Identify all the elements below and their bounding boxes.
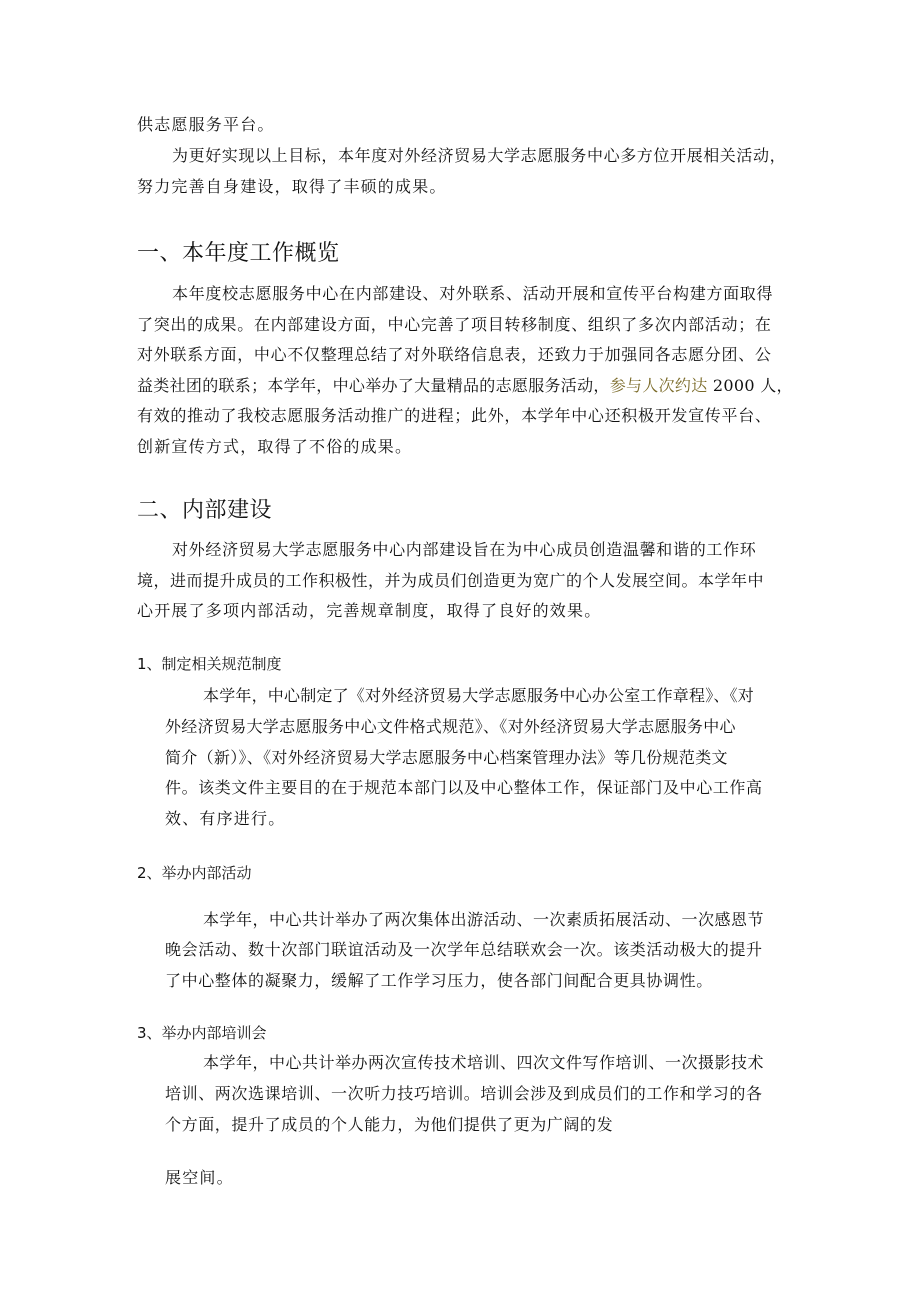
highlight-participants: 参与人次约达 (609, 376, 708, 395)
paragraph-line: 创新宣传方式，取得了不俗的成果。 (137, 437, 413, 456)
item-title-activities: 2、举办内部活动 (137, 864, 252, 882)
intro-line-2: 为更好实现以上目标，本年度对外经济贸易大学志愿服务中心多方位开展相关活动， (172, 146, 787, 165)
paragraph-line: 简介（新）》、《对外经济贸易大学志愿服务中心档案管理办法》等几份规范类文 (165, 748, 728, 767)
paragraph-line: 有效的推动了我校志愿服务活动推广的进程；此外，本学年中心还积极开发宣传平台、 (137, 406, 772, 425)
paragraph-line: 展空间。 (165, 1168, 234, 1187)
paragraph-line: 心开展了多项内部活动，完善规章制度，取得了良好的效果。 (137, 601, 602, 620)
intro-line-1: 供志愿服务平台。 (137, 115, 275, 134)
paragraph-line-with-highlight (137, 376, 793, 396)
paragraph-line: 个方面，提升了成员的个人能力，为他们提供了更为广阔的发 (165, 1115, 614, 1134)
paragraph-text: 益类社团的联系；本学年，中心举办了大量精品的志愿服务活动， (137, 376, 610, 395)
paragraph-line: 培训、两次选课培训、一次听力技巧培训。培训会涉及到成员们的工作和学习的各 (165, 1084, 763, 1103)
paragraph-line: 对外联系方面，中心不仅整理总结了对外联络信息表，还致力于加强同各志愿分团、公 (137, 345, 772, 364)
section-heading-internal: 二、内部建设 (137, 498, 273, 523)
paragraph-line: 晚会活动、数十次部门联谊活动及一次学年总结联欢会一次。该类活动极大的提升 (165, 940, 763, 959)
paragraph-line: 效、有序进行。 (165, 809, 286, 828)
paragraph-line: 对外经济贸易大学志愿服务中心内部建设旨在为中心成员创造温馨和谐的工作环 (172, 540, 757, 559)
paragraph-line: 本学年，中心共计举办两次宣传技术培训、四次文件写作培训、一次摄影技术 (203, 1053, 765, 1072)
intro-line-3: 努力完善自身建设，取得了丰硕的成果。 (137, 177, 447, 196)
paragraph-line: 本年度校志愿服务中心在内部建设、对外联系、活动开展和宣传平台构建方面取得 (172, 284, 774, 303)
participants-count: 2000 人， (707, 376, 793, 395)
paragraph-line: 境，进而提升成员的工作积极性，并为成员们创造更为宽广的个人发展空间。本学年中 (137, 571, 765, 590)
paragraph-line: 外经济贸易大学志愿服务中心文件格式规范》、《对外经济贸易大学志愿服务中心 (165, 717, 736, 736)
paragraph-line: 了中心整体的凝聚力，缓解了工作学习压力，使各部门间配合更具协调性。 (165, 971, 713, 990)
item-title-training: 3、举办内部培训会 (137, 1024, 267, 1042)
section-heading-overview: 一、本年度工作概览 (137, 241, 340, 266)
paragraph-line: 了突出的成果。在内部建设方面，中心完善了项目转移制度、组织了多次内部活动；在 (137, 315, 772, 334)
paragraph-line: 本学年，中心制定了《对外经济贸易大学志愿服务中心办公室工作章程》、《对 (203, 686, 755, 705)
paragraph-line: 本学年，中心共计举办了两次集体出游活动、一次素质拓展活动、一次感恩节 (203, 910, 765, 929)
paragraph-line: 件。该类文件主要目的在于规范本部门以及中心整体工作，保证部门及中心工作高 (165, 778, 763, 797)
item-title-rules: 1、制定相关规范制度 (137, 655, 282, 673)
